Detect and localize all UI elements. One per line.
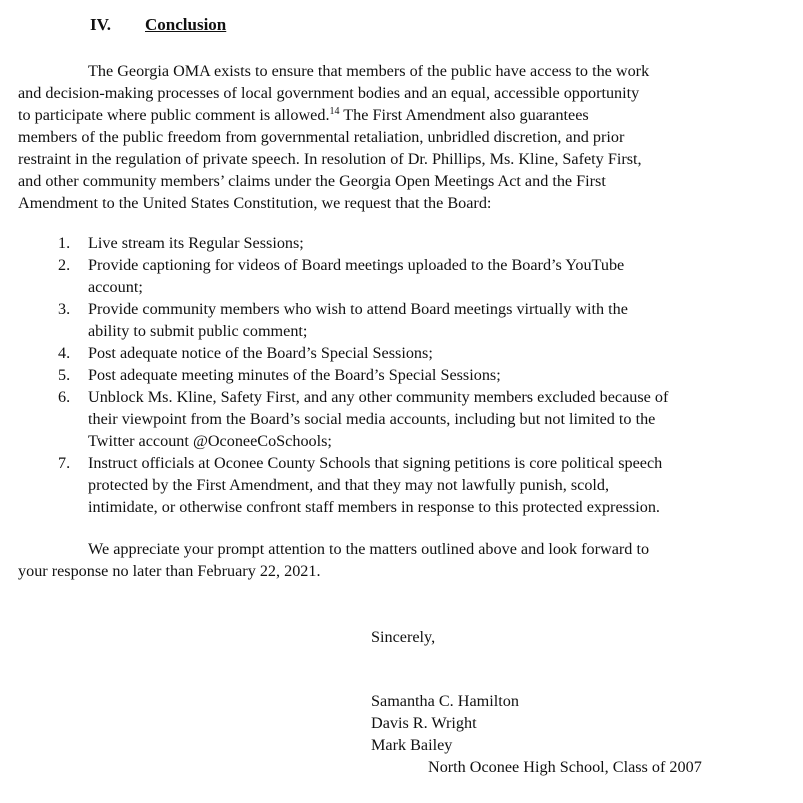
request-item: [18, 364, 786, 386]
list-marker: 6.: [58, 388, 71, 406]
request-line: Provide captioning for videos of Board meetings uploaded to the Board’s YouTube: [88, 256, 625, 274]
signer-name: Mark Bailey: [371, 736, 453, 754]
list-marker: 5.: [58, 366, 71, 384]
paragraph-line: restraint in the regulation of private speech. In resolution of Dr. Phillips, Ms. Kline, Safety First,: [18, 150, 642, 168]
paragraph-line: and decision-making processes of local government bodies and an equal, accessible opportunity: [18, 84, 640, 102]
request-line: their viewpoint from the Board’s social media accounts, including but not limited to the: [88, 410, 656, 428]
list-marker: 1.: [58, 234, 71, 252]
request-line: account;: [88, 278, 143, 296]
request-item: [18, 342, 786, 364]
request-line: Provide community members who wish to attend Board meetings virtually with the: [88, 300, 628, 318]
salutation: Sincerely,: [371, 628, 436, 646]
request-line: Unblock Ms. Kline, Safety First, and any other community members excluded because of: [88, 388, 669, 406]
request-list: [18, 232, 786, 518]
conclusion-paragraph: [18, 60, 786, 214]
paragraph-line: Amendment to the United States Constitution, we request that the Board:: [18, 194, 492, 212]
request-item: [18, 452, 786, 518]
signer-name: Samantha C. Hamilton: [371, 692, 519, 710]
request-line: Instruct officials at Oconee County Schools that signing petitions is core political speech: [88, 454, 663, 472]
request-item: [18, 254, 786, 298]
list-marker: 7.: [58, 454, 71, 472]
paragraph-line: members of the public freedom from governmental retaliation, unbridled discretion, and prior: [18, 128, 625, 146]
list-marker: 3.: [58, 300, 71, 318]
request-line: Post adequate meeting minutes of the Board’s Special Sessions;: [88, 366, 501, 384]
paragraph-line: We appreciate your prompt attention to the matters outlined above and look forward to: [88, 540, 650, 558]
request-line: ability to submit public comment;: [88, 322, 308, 340]
request-line: Twitter account @OconeeCoSchools;: [88, 432, 332, 450]
paragraph-line: your response no later than February 22, 2021.: [18, 562, 321, 580]
request-line: Live stream its Regular Sessions;: [88, 234, 304, 252]
section-heading: [90, 14, 226, 36]
footnote-reference: 14: [329, 106, 340, 117]
request-line: Post adequate notice of the Board’s Special Sessions;: [88, 344, 433, 362]
request-item: [18, 232, 786, 254]
list-marker: 2.: [58, 256, 71, 274]
paragraph-line: and other community members’ claims under the Georgia Open Meetings Act and the First: [18, 172, 606, 190]
paragraph-line: The Georgia OMA exists to ensure that members of the public have access to the work: [88, 62, 650, 80]
signer-name: Davis R. Wright: [371, 714, 477, 732]
closing-paragraph: [18, 538, 786, 582]
section-title: Conclusion: [145, 15, 227, 34]
paragraph-line-text: to participate where public comment is allowed.: [18, 106, 330, 124]
paragraph-line: [18, 104, 786, 126]
signer-affiliation: North Oconee High School, Class of 2007: [428, 758, 702, 776]
request-item: [18, 386, 786, 452]
request-line: protected by the First Amendment, and that they may not lawfully punish, scold,: [88, 476, 610, 494]
paragraph-line-text: The First Amendment also guarantees: [339, 106, 589, 124]
request-line: intimidate, or otherwise confront staff members in response to this protected expression.: [88, 498, 660, 516]
section-number: IV.: [90, 15, 111, 34]
list-marker: 4.: [58, 344, 71, 362]
request-item: [18, 298, 786, 342]
